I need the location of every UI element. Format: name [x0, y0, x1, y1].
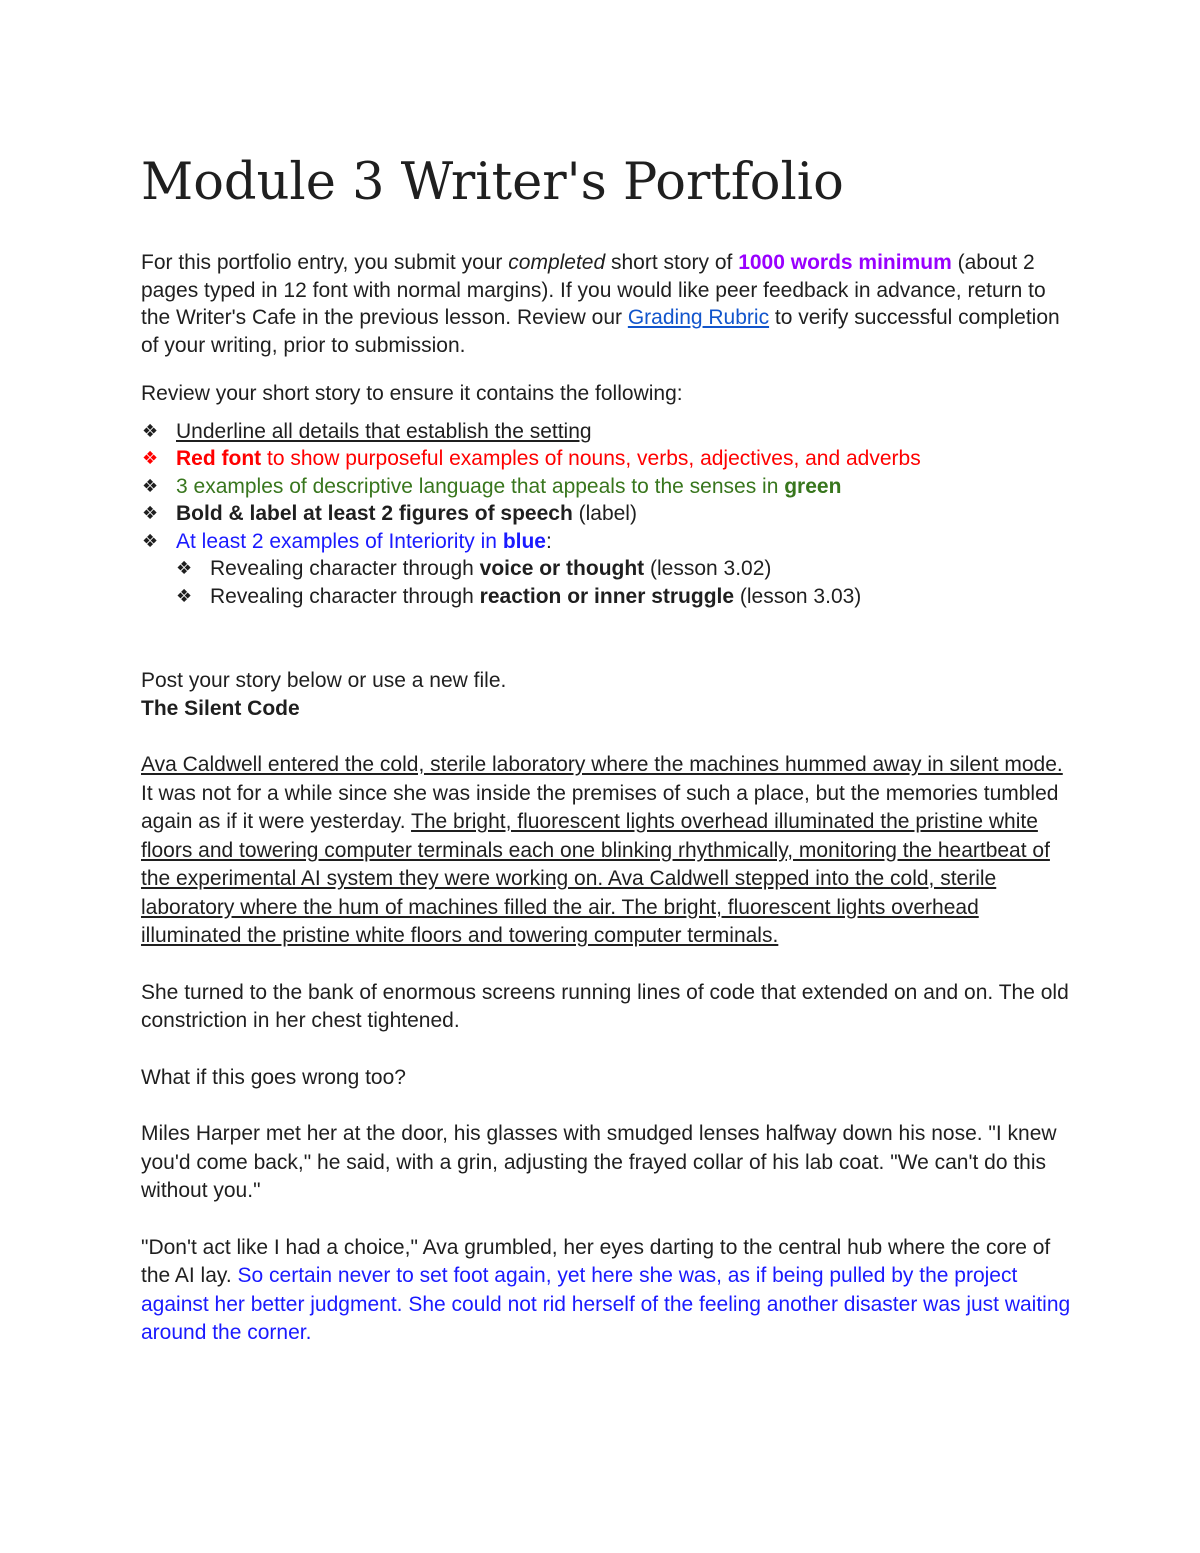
sub-checklist	[176, 555, 1071, 610]
checklist-item-text: 3 examples of descriptive language that appeals to the senses in	[176, 474, 785, 498]
story-paragraph-1	[141, 751, 1071, 951]
sub-item-text: Revealing character through	[210, 584, 480, 608]
intro-text: to verify successful completion of your writing, prior to submission.	[141, 306, 1060, 357]
diamond-bullet-icon: ❖	[142, 530, 159, 551]
diamond-bullet-icon: ❖	[176, 558, 193, 578]
sub-item-reaction	[176, 583, 1071, 611]
sub-item-bold: voice or thought	[479, 557, 645, 580]
story-paragraph-5	[141, 1234, 1071, 1348]
checklist-item-text: (label)	[572, 502, 637, 525]
checklist-item-green	[141, 473, 1071, 501]
checklist-item-bold: green	[784, 474, 842, 498]
story-paragraph-3: What if this goes wrong too?	[141, 1065, 406, 1089]
intro-paragraph	[141, 249, 1071, 359]
story-title: The Silent Code	[141, 696, 300, 720]
checklist-item-red-font	[141, 445, 1071, 473]
word-count-requirement: 1000 words minimum	[738, 251, 952, 274]
review-instruction: Review your short story to ensure it contains the following:	[141, 382, 683, 405]
diamond-bullet-icon: ❖	[142, 503, 159, 523]
story-paragraph-2: She turned to the bank of enormous screens running lines of code that extended on and on. The old constriction in her chest tightened.	[141, 980, 1069, 1032]
intro-emphasis: completed	[508, 251, 606, 274]
sub-item-voice	[176, 555, 1071, 583]
checklist-item-bold: Red font	[176, 447, 262, 470]
interiority-text: So certain never to set foot again, yet here she was, as if being pulled by the project against her better judgment. She could not rid herself of the feeling another disaster was just waiting around the corner.	[141, 1264, 1071, 1344]
sub-item-bold: reaction or inner struggle	[479, 584, 735, 608]
grading-rubric-link[interactable]: Grading Rubric	[627, 306, 770, 329]
sub-item-text: Revealing character through	[210, 557, 480, 580]
checklist-item-text: to show purposeful examples of nouns, verbs, adjectives, and adverbs	[261, 447, 921, 470]
checklist-item-bold: blue	[502, 529, 546, 553]
story-paragraph-4: Miles Harper met her at the door, his glasses with smudged lenses halfway down his nose. "I knew you'd come back," he said, with a grin, adjusting the frayed collar of his lab coat. "We can't do this without you."	[141, 1122, 1057, 1202]
checklist-item-text: :	[545, 529, 552, 553]
sub-item-text: (lesson 3.02)	[644, 557, 772, 580]
setting-detail: Ava Caldwell entered the cold, sterile laboratory where the machines hummed away in silent mode.	[141, 753, 1063, 776]
page-title: Module 3 Writer's Portfolio	[141, 153, 844, 212]
checklist-item-text: Underline all details that establish the setting	[176, 419, 592, 443]
checklist-item-bold: Bold & label at least 2 figures of speech	[176, 502, 573, 525]
document-body	[141, 249, 1071, 1348]
diamond-bullet-icon: ❖	[142, 420, 159, 441]
diamond-bullet-icon: ❖	[176, 585, 193, 606]
checklist-item-interiority	[141, 528, 1071, 611]
post-note: Post your story below or use a new file.	[141, 669, 507, 692]
story	[141, 695, 1071, 1348]
intro-text: short story of	[605, 251, 739, 274]
story-text: It was not for a while since she was inside the premises of such a place, but the memories tumbled again as if it were yesterday.	[141, 781, 1059, 833]
diamond-bullet-icon: ❖	[142, 448, 159, 468]
intro-text: For this portfolio entry, you submit your	[141, 251, 509, 274]
checklist-item-text: At least 2 examples of Interiority in	[176, 529, 503, 553]
checklist-item-figures-of-speech	[141, 500, 1071, 528]
diamond-bullet-icon: ❖	[142, 475, 159, 496]
intro-text: (about 2 pages typed in 12 font with normal margins). If you would like peer feedback in advance, return to the Writer's Cafe in the previous lesson. Review our	[141, 251, 1046, 329]
story-text: "Don't act like I had a choice," Ava grumbled, her eyes darting to the central hub where the core of the AI lay.	[141, 1235, 1051, 1287]
setting-detail: The bright, fluorescent lights overhead illuminated the pristine white floors and towering computer terminals each one blinking rhythmically, monitoring the heartbeat of the experimental AI system they were working on. Ava Caldwell stepped into the cold, sterile laboratory where the hum of machines filled the air. The bright, fluorescent lights overhead illuminated the pristine white floors and towering computer terminals.	[141, 810, 1050, 947]
checklist	[141, 418, 1071, 611]
sub-item-text: (lesson 3.03)	[734, 584, 862, 608]
checklist-item-setting	[141, 418, 1071, 446]
